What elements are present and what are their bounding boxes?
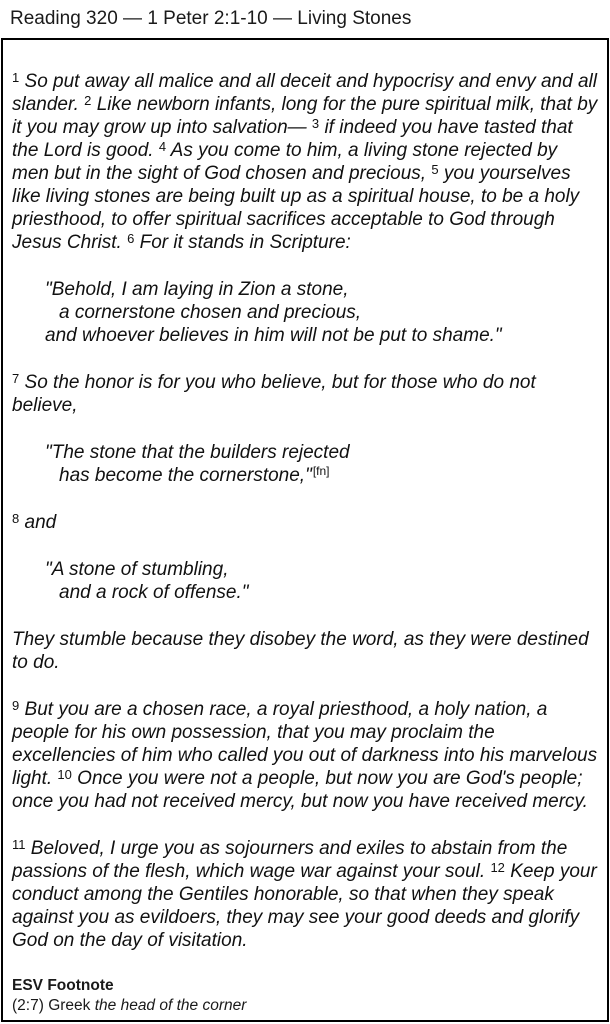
verse-number: 7 <box>12 371 20 386</box>
verse-number: 6 <box>127 231 135 246</box>
verse-number: 3 <box>311 116 320 131</box>
prose-paragraph: $^7$ So the honor is for you who believe, but for those who do not believe, <box>12 371 536 416</box>
poetry-stanza <box>12 441 598 487</box>
footnote-text: the head of the corner <box>94 997 247 1014</box>
prose-paragraph: $^8$ and <box>12 511 57 533</box>
verse-number: 8 <box>12 511 20 526</box>
prose-paragraph: $^1$ So put away all malice and all deceit and hypocrisy and envy and all slander. $^2$ Like newborn infants, long for the pure spiritual milk, that by it you may grow up into salvation— $^3$ if indeed you have tasted that the Lord is good. $^4$ As you come to him, a living stone rejected by men but in the sight of God chosen and precious, $^5$ you yourselves like living stones are being built up as a spiritual house, to be a holy priesthood, to offer spiritual sacrifices acceptable to God through Jesus Christ. $^6$ For it stands in Scripture: <box>12 70 598 253</box>
verse-number: 1 <box>12 70 20 85</box>
passage-blocks <box>12 70 598 952</box>
page-title: Reading 320 — 1 Peter 2:1-10 — Living Stones <box>10 8 412 29</box>
poetry-stanza <box>12 278 598 347</box>
verse-number: 12 <box>490 860 505 875</box>
verse-number: 2 <box>84 93 92 108</box>
poetry-line: a cornerstone chosen and precious, <box>59 302 362 323</box>
verse-number: 11 <box>12 837 26 852</box>
verse-number: 4 <box>158 139 167 154</box>
footnote-section <box>12 976 598 1016</box>
prose-paragraph: $^{11}$ Beloved, I urge you as sojourners and exiles to abstain from the passions of the flesh, which wage war against your soul. $^{12}$ Keep your conduct among the Gentiles honorable, so that when they speak against you as evildoers, they may see your good deeds and glorify God on the day of visitation. <box>12 837 597 951</box>
poetry-line: "Behold, I am laying in Zion a stone, <box>45 279 349 300</box>
prose-paragraph: $^9$ But you are a chosen race, a royal priesthood, a holy nation, a people for his own possession, that you may proclaim the excellencies of him who called you out of darkness into his marvelous light. $^{10}$ Once you were not a people, but now you are God's people; once you had not received mercy, but now you have received mercy. <box>12 698 598 812</box>
verse-number: 9 <box>12 698 20 713</box>
poetry-line: and whoever believes in him will not be put to shame." <box>45 325 502 346</box>
poetry-line: and a rock of offense." <box>59 582 249 603</box>
poetry-line: "The stone that the builders rejected <box>45 442 350 463</box>
verse-number: 10 <box>57 767 72 782</box>
poetry-line: has become the cornerstone,"[fn] <box>59 464 330 486</box>
footnote-entry <box>12 996 598 1016</box>
passage-box <box>1 38 609 1022</box>
prose-paragraph: They stumble because they disobey the word, as they were destined to do. <box>12 629 589 673</box>
footnote-marker: [fn] <box>312 464 330 478</box>
footnote-reference: (2:7) <box>12 997 44 1014</box>
poetry-stanza <box>12 558 598 604</box>
footnote-heading: ESV Footnote <box>12 977 114 994</box>
footnote-source-label: Greek <box>48 997 91 1014</box>
poetry-line: "A stone of stumbling, <box>45 559 229 580</box>
verse-number: 5 <box>431 162 439 177</box>
